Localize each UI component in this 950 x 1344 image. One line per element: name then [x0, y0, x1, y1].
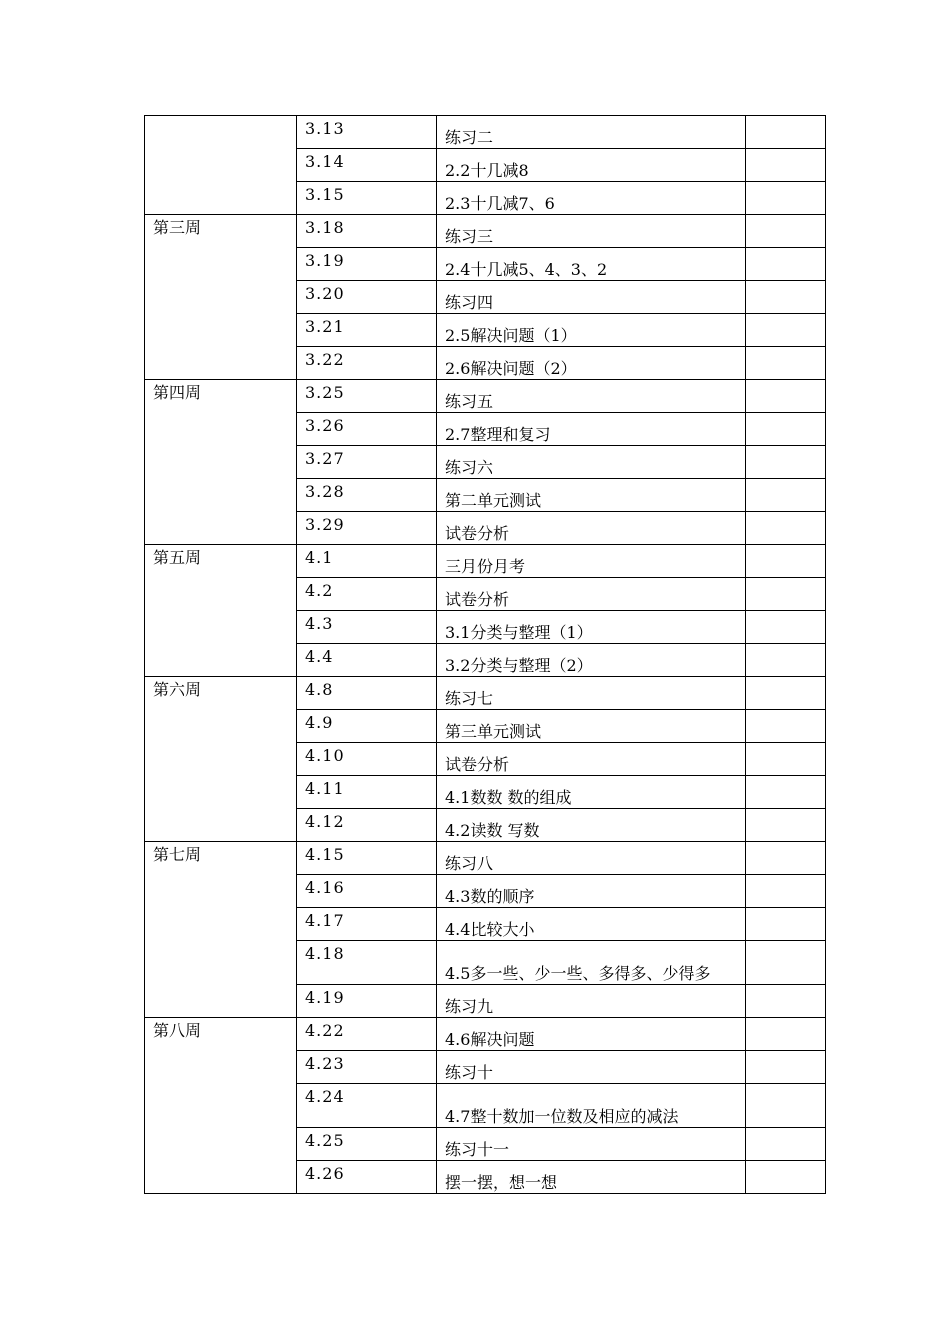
- topic-cell: [437, 116, 746, 149]
- topic-text: 4.2读数 写数: [445, 821, 540, 840]
- topic-cell: [437, 644, 746, 677]
- note-cell: [746, 710, 826, 743]
- date-cell: 4.1: [297, 545, 437, 578]
- topic-text: 练习三: [445, 227, 494, 246]
- note-cell: [746, 215, 826, 248]
- date-cell: 3.28: [297, 479, 437, 512]
- date-cell: 4.23: [297, 1051, 437, 1084]
- note-cell: [746, 743, 826, 776]
- topic-text: 2.6解决问题（2）: [445, 359, 577, 378]
- topic-text: 练习十: [445, 1063, 494, 1082]
- date-cell: 4.12: [297, 809, 437, 842]
- note-cell: [746, 545, 826, 578]
- date-cell: 3.21: [297, 314, 437, 347]
- note-cell: [746, 248, 826, 281]
- week-cell: [145, 116, 297, 215]
- date-cell: 4.24: [297, 1084, 437, 1128]
- date-cell: 4.16: [297, 875, 437, 908]
- topic-text: 4.5多一些、少一些、多得多、少得多: [445, 964, 711, 983]
- note-cell: [746, 116, 826, 149]
- date-cell: 4.18: [297, 941, 437, 985]
- table-row: [145, 842, 826, 875]
- table-row: [145, 677, 826, 710]
- topic-text: 4.6解决问题: [445, 1030, 535, 1049]
- date-cell: 3.19: [297, 248, 437, 281]
- topic-text: 试卷分析: [445, 755, 510, 774]
- topic-cell: [437, 182, 746, 215]
- topic-cell: [437, 1161, 746, 1194]
- topic-text: 3.2分类与整理（2）: [445, 656, 593, 675]
- date-cell: 3.27: [297, 446, 437, 479]
- topic-text: 4.3数的顺序: [445, 887, 535, 906]
- topic-text: 练习七: [445, 689, 494, 708]
- table-row: [145, 116, 826, 149]
- topic-cell: [437, 985, 746, 1018]
- note-cell: [746, 512, 826, 545]
- date-cell: 3.20: [297, 281, 437, 314]
- topic-text: 练习九: [445, 997, 494, 1016]
- date-cell: 4.17: [297, 908, 437, 941]
- topic-text: 2.3十几减7、6: [445, 194, 555, 213]
- date-cell: 3.13: [297, 116, 437, 149]
- topic-text: 练习十一: [445, 1140, 510, 1159]
- note-cell: [746, 875, 826, 908]
- schedule-table: [144, 115, 826, 1194]
- note-cell: [746, 908, 826, 941]
- topic-text: 试卷分析: [445, 524, 510, 543]
- date-cell: 4.26: [297, 1161, 437, 1194]
- topic-text: 三月份月考: [445, 557, 526, 576]
- table-row: [145, 545, 826, 578]
- date-cell: 4.22: [297, 1018, 437, 1051]
- note-cell: [746, 314, 826, 347]
- date-cell: 3.22: [297, 347, 437, 380]
- note-cell: [746, 809, 826, 842]
- topic-cell: [437, 545, 746, 578]
- topic-cell: [437, 215, 746, 248]
- table-row: [145, 380, 826, 413]
- topic-cell: [437, 413, 746, 446]
- note-cell: [746, 985, 826, 1018]
- topic-cell: [437, 281, 746, 314]
- table-row: [145, 1018, 826, 1051]
- note-cell: [746, 1161, 826, 1194]
- note-cell: [746, 347, 826, 380]
- topic-text: 2.4十几减5、4、3、2: [445, 260, 608, 279]
- note-cell: [746, 479, 826, 512]
- topic-cell: [437, 1084, 746, 1128]
- topic-text: 2.2十几减8: [445, 161, 529, 180]
- topic-cell: [437, 1018, 746, 1051]
- topic-cell: [437, 1128, 746, 1161]
- note-cell: [746, 941, 826, 985]
- date-cell: 4.19: [297, 985, 437, 1018]
- topic-text: 3.1分类与整理（1）: [445, 623, 593, 642]
- note-cell: [746, 149, 826, 182]
- table-row: [145, 215, 826, 248]
- note-cell: [746, 1084, 826, 1128]
- topic-text: 2.5解决问题（1）: [445, 326, 577, 345]
- date-cell: 4.8: [297, 677, 437, 710]
- date-cell: 4.9: [297, 710, 437, 743]
- date-cell: 3.29: [297, 512, 437, 545]
- topic-text: 2.7整理和复习: [445, 425, 551, 444]
- note-cell: [746, 413, 826, 446]
- topic-cell: [437, 611, 746, 644]
- schedule-body: [145, 116, 826, 1194]
- topic-cell: [437, 941, 746, 985]
- topic-text: 试卷分析: [445, 590, 510, 609]
- topic-text: 摆一摆，想一想: [445, 1173, 558, 1192]
- week-cell: 第四周: [145, 380, 297, 545]
- topic-text: 4.7整十数加一位数及相应的减法: [445, 1107, 679, 1126]
- week-cell: 第七周: [145, 842, 297, 1018]
- topic-cell: [437, 1051, 746, 1084]
- note-cell: [746, 644, 826, 677]
- topic-cell: [437, 908, 746, 941]
- date-cell: 3.15: [297, 182, 437, 215]
- topic-text: 练习四: [445, 293, 494, 312]
- topic-text: 第三单元测试: [445, 722, 542, 741]
- date-cell: 4.10: [297, 743, 437, 776]
- note-cell: [746, 380, 826, 413]
- topic-cell: [437, 380, 746, 413]
- note-cell: [746, 776, 826, 809]
- week-cell: 第八周: [145, 1018, 297, 1194]
- note-cell: [746, 281, 826, 314]
- note-cell: [746, 1128, 826, 1161]
- note-cell: [746, 677, 826, 710]
- note-cell: [746, 182, 826, 215]
- date-cell: 4.4: [297, 644, 437, 677]
- topic-cell: [437, 248, 746, 281]
- topic-text: 第二单元测试: [445, 491, 542, 510]
- topic-cell: [437, 842, 746, 875]
- date-cell: 3.26: [297, 413, 437, 446]
- note-cell: [746, 611, 826, 644]
- date-cell: 3.18: [297, 215, 437, 248]
- topic-cell: [437, 149, 746, 182]
- note-cell: [746, 1051, 826, 1084]
- topic-cell: [437, 314, 746, 347]
- topic-text: 练习五: [445, 392, 494, 411]
- week-cell: 第五周: [145, 545, 297, 677]
- date-cell: 3.14: [297, 149, 437, 182]
- week-cell: 第三周: [145, 215, 297, 380]
- date-cell: 4.15: [297, 842, 437, 875]
- topic-cell: [437, 677, 746, 710]
- topic-cell: [437, 710, 746, 743]
- note-cell: [746, 842, 826, 875]
- date-cell: 4.3: [297, 611, 437, 644]
- week-cell: 第六周: [145, 677, 297, 842]
- topic-cell: [437, 347, 746, 380]
- topic-cell: [437, 743, 746, 776]
- topic-cell: [437, 479, 746, 512]
- date-cell: 4.2: [297, 578, 437, 611]
- topic-text: 练习二: [445, 128, 494, 147]
- topic-cell: [437, 809, 746, 842]
- topic-cell: [437, 776, 746, 809]
- date-cell: 3.25: [297, 380, 437, 413]
- topic-cell: [437, 512, 746, 545]
- topic-text: 4.4比较大小: [445, 920, 535, 939]
- topic-text: 练习八: [445, 854, 494, 873]
- topic-text: 4.1数数 数的组成: [445, 788, 572, 807]
- topic-cell: [437, 578, 746, 611]
- topic-cell: [437, 875, 746, 908]
- note-cell: [746, 1018, 826, 1051]
- note-cell: [746, 578, 826, 611]
- topic-cell: [437, 446, 746, 479]
- topic-text: 练习六: [445, 458, 494, 477]
- note-cell: [746, 446, 826, 479]
- date-cell: 4.25: [297, 1128, 437, 1161]
- date-cell: 4.11: [297, 776, 437, 809]
